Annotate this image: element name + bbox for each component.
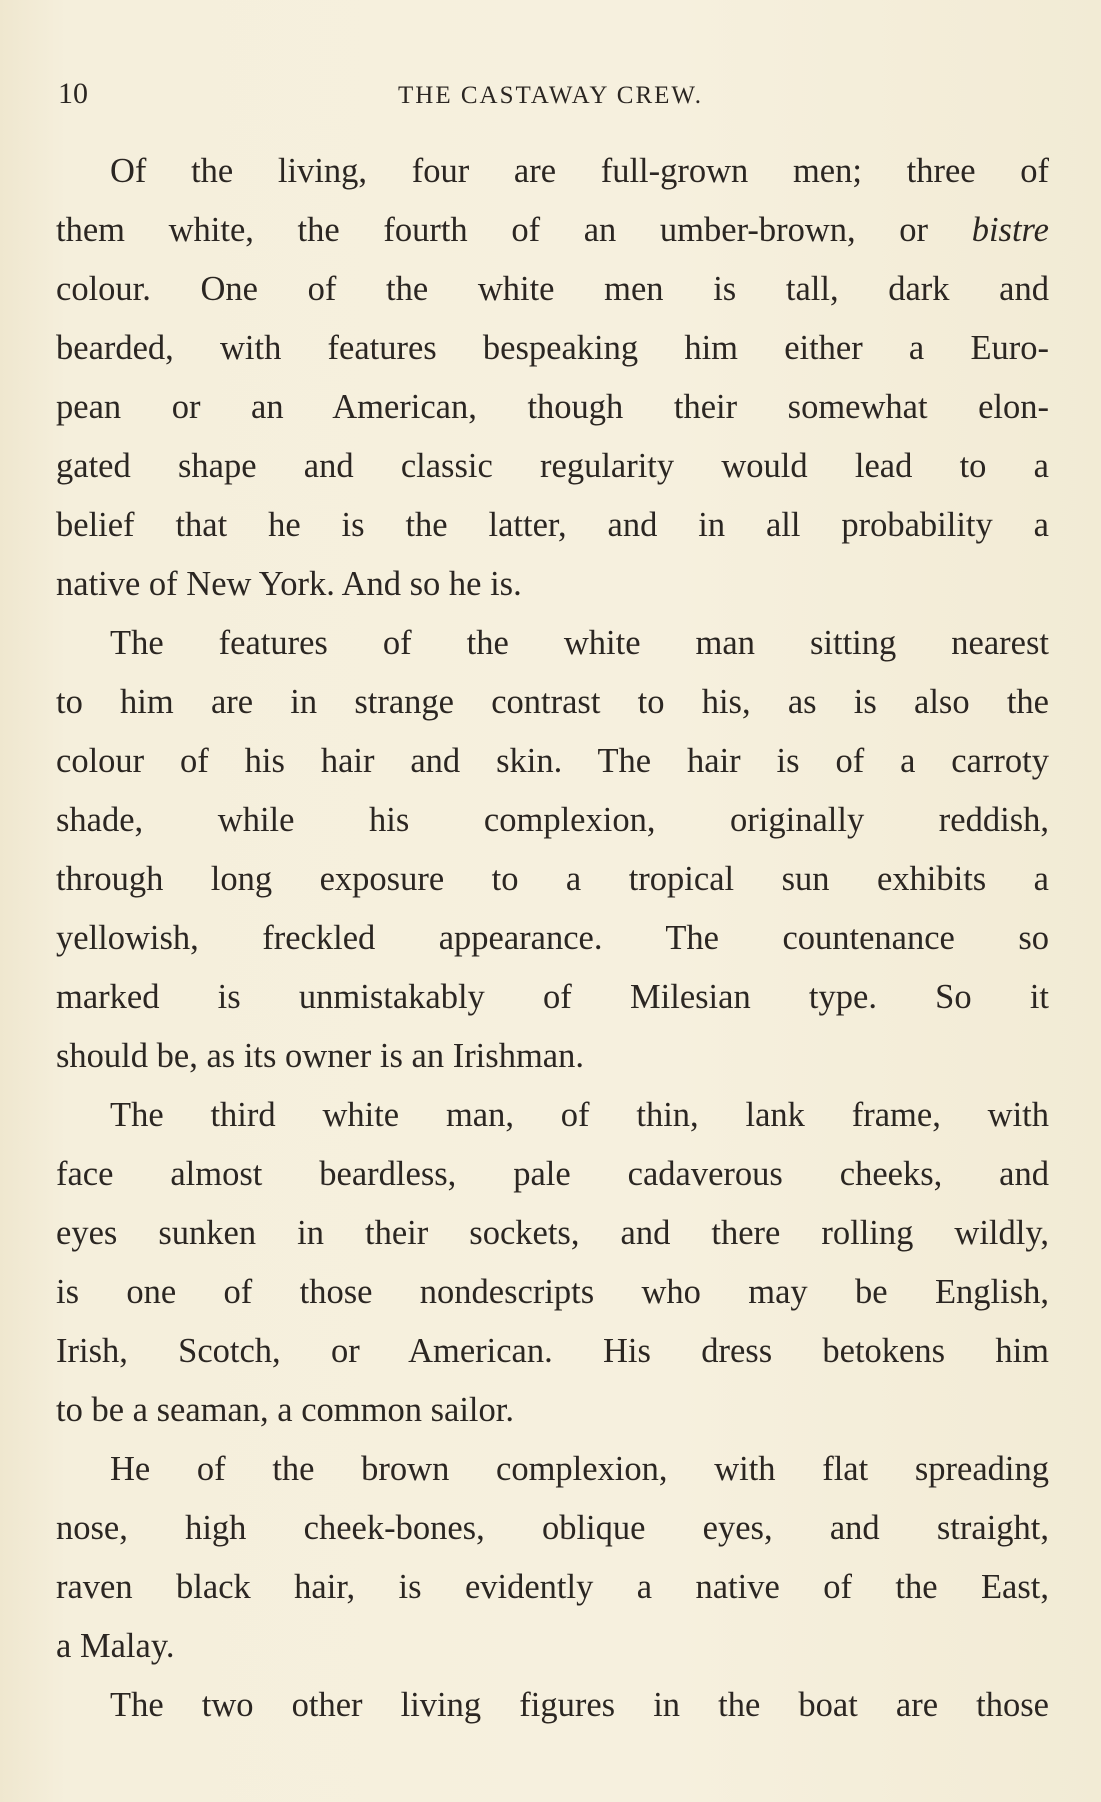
text-line (56, 1558, 1049, 1617)
text-line-content: yellowish, freckled appearance. The countenance so (56, 919, 1049, 957)
text-line (56, 614, 1049, 673)
text-line (56, 1204, 1049, 1263)
text-line-content: face almost beardless, pale cadaverous cheeks, and (56, 1155, 1049, 1193)
text-line (56, 1263, 1049, 1322)
body-text (56, 142, 1049, 1735)
text-line-content: The features of the white man sitting nearest (110, 624, 1049, 662)
text-line-content: Of the living, four are full-grown men; three of (110, 152, 1049, 190)
text-line-content: colour of his hair and skin. The hair is of a carroty (56, 742, 1049, 780)
text-line-content: them white, the fourth of an umber-brown, or (56, 211, 972, 249)
text-line (56, 1499, 1049, 1558)
text-line (56, 791, 1049, 850)
text-line-content: gated shape and classic regularity would lead to a (56, 447, 1049, 485)
text-line (56, 378, 1049, 437)
text-line (56, 1440, 1049, 1499)
text-line (56, 850, 1049, 909)
italic-word: bistre (971, 211, 1049, 249)
text-line (56, 1145, 1049, 1204)
text-line (56, 437, 1049, 496)
text-line (56, 909, 1049, 968)
text-line-content: Irish, Scotch, or American. His dress betokens him (56, 1332, 1049, 1370)
text-line-content: The two other living figures in the boat are those (110, 1686, 1049, 1724)
text-line-content: belief that he is the latter, and in all probability a (56, 506, 1049, 544)
text-line (56, 319, 1049, 378)
text-line-content: a Malay. (56, 1627, 175, 1665)
text-line-content: nose, high cheek-bones, oblique eyes, and straight, (56, 1509, 1049, 1547)
text-line (56, 1086, 1049, 1145)
text-line-content: eyes sunken in their sockets, and there rolling wildly, (56, 1214, 1049, 1252)
text-line (56, 1027, 1049, 1086)
text-line (56, 1322, 1049, 1381)
text-line (56, 1676, 1049, 1735)
page-header (0, 74, 1101, 114)
text-line-content: The third white man, of thin, lank frame, with (110, 1096, 1049, 1134)
text-line-content: to be a seaman, a common sailor. (56, 1391, 514, 1429)
text-line (56, 732, 1049, 791)
text-line-content: pean or an American, though their somewhat elon- (56, 388, 1049, 426)
text-line (56, 260, 1049, 319)
text-line (56, 968, 1049, 1027)
text-line (56, 1617, 1049, 1676)
text-line-content: marked is unmistakably of Milesian type. So it (56, 978, 1049, 1016)
text-line-content: is one of those nondescripts who may be English, (56, 1273, 1049, 1311)
running-head: THE CASTAWAY CREW. (398, 82, 703, 109)
text-line-content: bearded, with features bespeaking him either a Euro- (56, 329, 1049, 367)
text-line (56, 142, 1049, 201)
text-line-content: to him are in strange contrast to his, as is also the (56, 683, 1049, 721)
text-line-content: raven black hair, is evidently a native of the East, (56, 1568, 1049, 1606)
text-line-content: colour. One of the white men is tall, dark and (56, 270, 1049, 308)
text-line (56, 555, 1049, 614)
page-number: 10 (58, 77, 88, 110)
text-line-content: He of the brown complexion, with flat spreading (110, 1450, 1049, 1488)
text-line (56, 1381, 1049, 1440)
text-line (56, 201, 1049, 260)
text-line-content: native of New York. And so he is. (56, 565, 522, 603)
text-line-content: through long exposure to a tropical sun exhibits a (56, 860, 1049, 898)
text-line (56, 673, 1049, 732)
text-line-content: should be, as its owner is an Irishman. (56, 1037, 584, 1075)
text-line-content: shade, while his complexion, originally reddish, (56, 801, 1049, 839)
text-line (56, 496, 1049, 555)
